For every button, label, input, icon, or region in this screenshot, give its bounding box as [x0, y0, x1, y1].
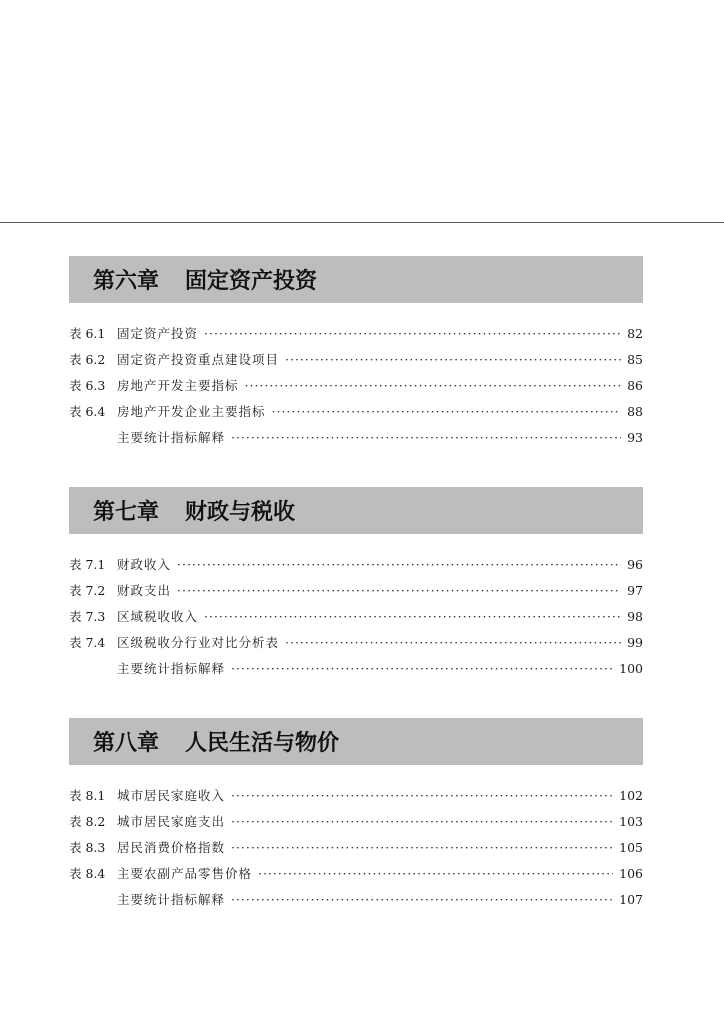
leader-dots — [245, 373, 621, 399]
chapter-6-section — [69, 256, 643, 451]
entry-page: 99 — [627, 635, 643, 650]
leader-dots — [177, 552, 621, 578]
entry-page: 85 — [627, 352, 643, 367]
entry-title: 居民消费价格指数 — [117, 840, 226, 855]
toc-entry[interactable] — [69, 835, 643, 861]
entry-title: 财政支出 — [117, 583, 172, 598]
entry-page: 93 — [627, 430, 643, 445]
leader-dots — [285, 347, 621, 373]
toc-entry[interactable] — [69, 321, 643, 347]
chapter-title: 财政与税收 — [185, 499, 296, 525]
leader-dots — [204, 321, 621, 347]
chapter-number: 第六章 — [93, 268, 160, 294]
toc-entry[interactable] — [69, 552, 643, 578]
entry-title: 区域税收收入 — [117, 609, 199, 624]
entry-page: 107 — [619, 892, 643, 907]
entry-title: 房地产开发企业主要指标 — [117, 404, 266, 419]
entry-number: 表 8.2 — [69, 814, 106, 829]
leader-dots — [177, 578, 621, 604]
entry-page: 98 — [627, 609, 643, 624]
entry-title: 主要统计指标解释 — [117, 892, 226, 907]
entry-page: 82 — [627, 326, 643, 341]
chapter-8-section — [69, 718, 643, 913]
entry-page: 97 — [627, 583, 643, 598]
chapter-number: 第七章 — [93, 499, 160, 525]
entry-page: 102 — [619, 788, 643, 803]
toc-entry[interactable] — [69, 578, 643, 604]
leader-dots — [258, 861, 613, 887]
chapter-8-banner — [69, 718, 643, 765]
toc-entry[interactable] — [69, 347, 643, 373]
entry-title: 主要农副产品零售价格 — [117, 866, 253, 881]
entry-number: 表 7.1 — [69, 557, 106, 572]
chapter-number: 第八章 — [93, 730, 160, 756]
entry-number: 表 6.3 — [69, 378, 106, 393]
toc-entry[interactable] — [69, 809, 643, 835]
entry-number: 表 6.2 — [69, 352, 106, 367]
leader-dots — [231, 887, 613, 913]
entry-page: 86 — [627, 378, 643, 393]
top-rule — [0, 222, 724, 223]
toc-entry[interactable] — [69, 861, 643, 887]
entry-number: 表 7.3 — [69, 609, 106, 624]
entry-page: 103 — [619, 814, 643, 829]
toc-entry[interactable] — [69, 630, 643, 656]
entry-title: 主要统计指标解释 — [117, 661, 226, 676]
leader-dots — [272, 399, 621, 425]
toc-entry[interactable] — [69, 373, 643, 399]
entry-title: 城市居民家庭收入 — [117, 788, 226, 803]
entry-page: 105 — [619, 840, 643, 855]
entry-title: 财政收入 — [117, 557, 172, 572]
leader-dots — [231, 656, 613, 682]
leader-dots — [231, 783, 613, 809]
leader-dots — [285, 630, 621, 656]
entry-title: 房地产开发主要指标 — [117, 378, 239, 393]
toc-entry[interactable] — [69, 604, 643, 630]
toc-entry[interactable] — [69, 783, 643, 809]
chapter-title: 人民生活与物价 — [185, 730, 340, 756]
entry-number: 表 8.1 — [69, 788, 106, 803]
entry-title: 主要统计指标解释 — [117, 430, 226, 445]
entry-number: 表 8.3 — [69, 840, 106, 855]
toc-entry[interactable] — [69, 425, 643, 451]
entry-number: 表 6.4 — [69, 404, 106, 419]
entry-title: 城市居民家庭支出 — [117, 814, 226, 829]
toc-entry[interactable] — [69, 399, 643, 425]
toc-entry[interactable] — [69, 887, 643, 913]
chapter-7-entries — [69, 552, 643, 682]
toc-entry[interactable] — [69, 656, 643, 682]
entry-page: 88 — [627, 404, 643, 419]
chapter-6-banner — [69, 256, 643, 303]
leader-dots — [204, 604, 621, 630]
entry-title: 固定资产投资重点建设项目 — [117, 352, 280, 367]
entry-page: 100 — [619, 661, 643, 676]
entry-number: 表 7.2 — [69, 583, 106, 598]
chapter-6-entries — [69, 321, 643, 451]
chapter-7-banner — [69, 487, 643, 534]
chapter-8-entries — [69, 783, 643, 913]
entry-number: 表 7.4 — [69, 635, 106, 650]
entry-page: 96 — [627, 557, 643, 572]
entry-title: 固定资产投资 — [117, 326, 199, 341]
entry-number: 表 6.1 — [69, 326, 106, 341]
chapter-7-section — [69, 487, 643, 682]
entry-number: 表 8.4 — [69, 866, 106, 881]
entry-title: 区级税收分行业对比分析表 — [117, 635, 280, 650]
leader-dots — [231, 425, 621, 451]
chapter-title: 固定资产投资 — [185, 268, 318, 294]
entry-page: 106 — [619, 866, 643, 881]
leader-dots — [231, 835, 613, 861]
leader-dots — [231, 809, 613, 835]
